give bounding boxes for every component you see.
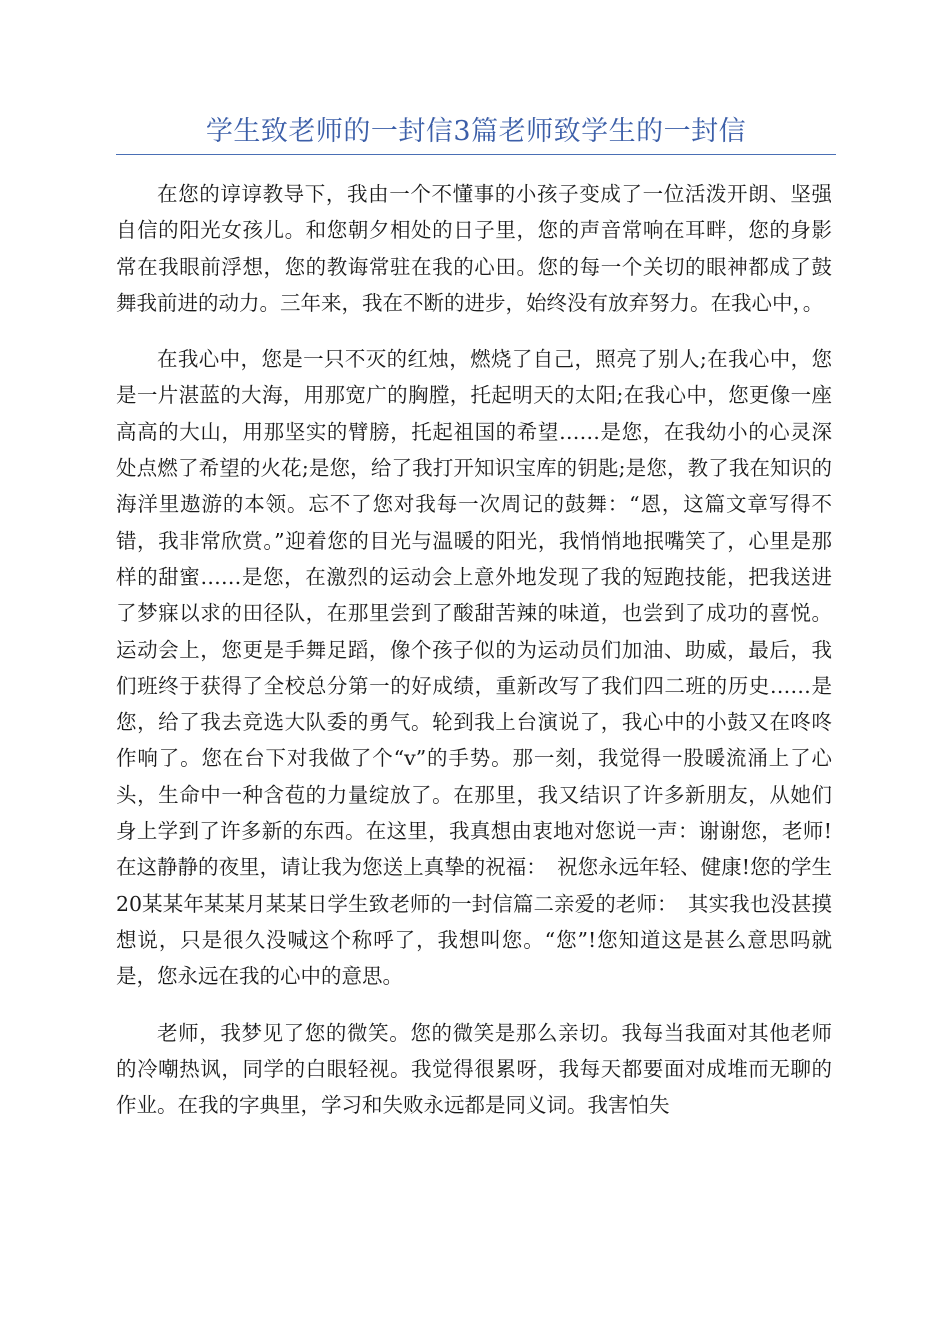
paragraph-1: 在您的谆谆教导下，我由一个不懂事的小孩子变成了一位活泼开朗、坚强自信的阳光女孩儿。和您朝夕相处的日子里，您的声音常响在耳畔，您的身影常在我眼前浮想，您的教诲常驻在我的心田。您的每一个关切的眼神都成了鼓舞我前进的动力。三年来，我在不断的进步，始终没有放弃努力。在我心中，。: [116, 182, 832, 315]
document-body: [116, 176, 832, 1143]
paragraph-3: 老师，我梦见了您的微笑。您的微笑是那么亲切。我每当我面对其他老师的冷嘲热讽，同学的白眼轻视。我觉得很累呀，我每天都要面对成堆而无聊的作业。在我的字典里，学习和失败永远都是同义词。我害怕失: [116, 1020, 832, 1118]
title-underline: [116, 154, 836, 155]
document-title: 学生致老师的一封信3篇老师致学生的一封信: [205, 116, 747, 147]
paragraph-2: 在我心中，您是一只不灭的红烛，燃烧了自己，照亮了别人;在我心中，您是一片湛蓝的大海，用那宽广的胸膛，托起明天的太阳;在我心中，您更像一座高高的大山，用那坚实的臂膀，托起祖国的希望……是您，在我幼小的心灵深处点燃了希望的火花;是您，给了我打开知识宝库的钥匙;是您，教了我在知识的海洋里遨游的本领。忘不了您对我每一次周记的鼓舞：“恩，这篇文章写得不错，我非常欣赏。”迎着您的目光与温暖的阳光，我悄悄地抿嘴笑了，心里是那样的甜蜜……是您，在激烈的运动会上意外地发现了我的短跑技能，把我送进了梦寐以求的田径队，在那里尝到了酸甜苦辣的味道，也尝到了成功的喜悦。运动会上，您更是手舞足蹈，像个孩子似的为运动员们加油、助威，最后，我们班终于获得了全校总分第一的好成绩，重新改写了我们四二班的历史……是您，给了我去竞选大队委的勇气。轮到我上台演说了，我心中的小鼓又在咚咚作响了。您在台下对我做了个“v”的手势。那一刻，我觉得一股暖流涌上了心头，生命中一种含苞的力量绽放了。在那里，我又结识了许多新朋友，从她们身上学到了许多新的东西。在这里，我真想由衷地对您说一声：谢谢您，老师!在这静静的夜里，请让我为您送上真挚的祝福： 祝您永远年轻、健康!您的学生20某某年某某月某某日学生致老师的一封信篇二亲爱的老师： 其实我也没甚摸想说，只是很久没喊这个称呼了，我想叫您。“您”!您知道这是甚么意思吗就是，您永远在我的心中的意思。: [116, 347, 832, 989]
